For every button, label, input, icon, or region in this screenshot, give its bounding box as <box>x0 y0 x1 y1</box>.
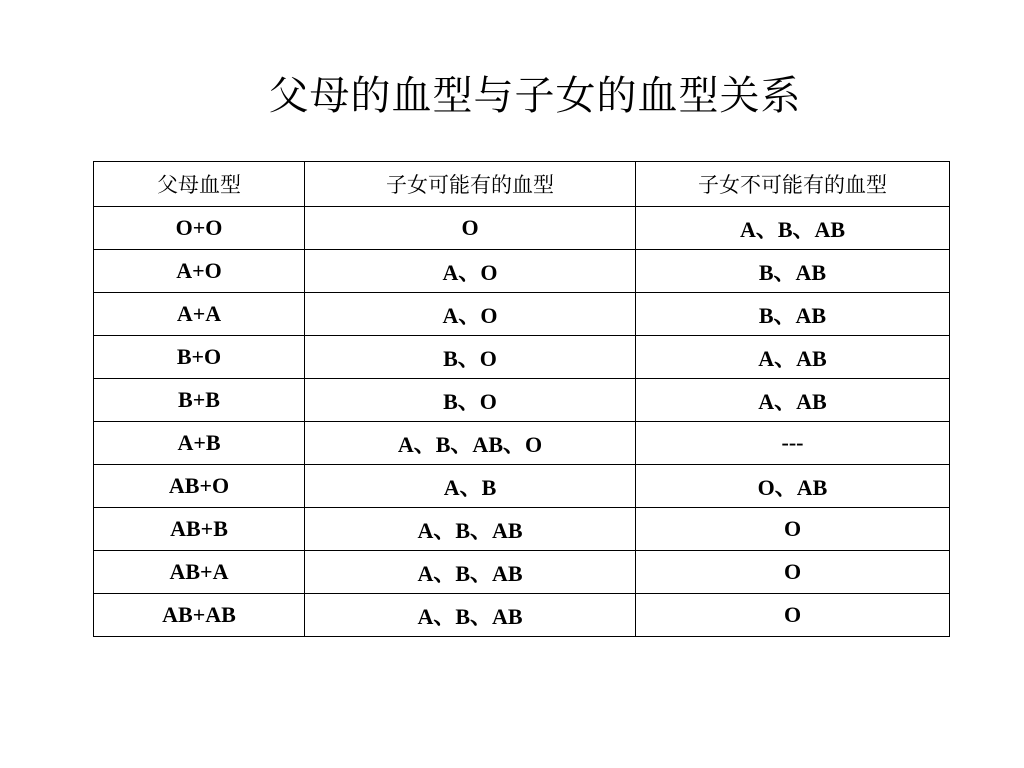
table-row <box>94 379 950 422</box>
cell-possible: A、B <box>305 465 636 508</box>
column-header-impossible: 子女不可能有的血型 <box>636 162 950 207</box>
cell-impossible: O、AB <box>636 465 950 508</box>
cell-parents: AB+B <box>94 508 305 551</box>
cell-possible: A、B、AB <box>305 508 636 551</box>
cell-impossible: B、AB <box>636 293 950 336</box>
column-header-parents: 父母血型 <box>94 162 305 207</box>
cell-parents: AB+O <box>94 465 305 508</box>
cell-parents: AB+A <box>94 551 305 594</box>
cell-impossible: O <box>636 594 950 637</box>
cell-parents: A+B <box>94 422 305 465</box>
cell-possible: B、O <box>305 379 636 422</box>
cell-possible: B、O <box>305 336 636 379</box>
cell-parents: A+O <box>94 250 305 293</box>
table-row <box>94 250 950 293</box>
table-row <box>94 336 950 379</box>
cell-possible: A、B、AB <box>305 551 636 594</box>
cell-impossible: A、B、AB <box>636 207 950 250</box>
table-row <box>94 207 950 250</box>
cell-parents: A+A <box>94 293 305 336</box>
cell-impossible: B、AB <box>636 250 950 293</box>
cell-possible: O <box>305 207 636 250</box>
cell-possible: A、O <box>305 293 636 336</box>
cell-possible: A、B、AB、O <box>305 422 636 465</box>
table-row <box>94 594 950 637</box>
column-header-possible: 子女可能有的血型 <box>305 162 636 207</box>
table-row <box>94 422 950 465</box>
cell-parents: B+O <box>94 336 305 379</box>
blood-type-table <box>93 161 950 637</box>
cell-impossible: A、AB <box>636 379 950 422</box>
cell-impossible: O <box>636 551 950 594</box>
table-row <box>94 465 950 508</box>
cell-parents: B+B <box>94 379 305 422</box>
cell-parents: AB+AB <box>94 594 305 637</box>
cell-impossible: O <box>636 508 950 551</box>
table-row <box>94 551 950 594</box>
cell-possible: A、O <box>305 250 636 293</box>
table-header-row <box>94 162 950 207</box>
cell-possible: A、B、AB <box>305 594 636 637</box>
table-row <box>94 293 950 336</box>
table-row <box>94 508 950 551</box>
cell-impossible: --- <box>636 422 950 465</box>
cell-parents: O+O <box>94 207 305 250</box>
cell-impossible: A、AB <box>636 336 950 379</box>
page-title: 父母的血型与子女的血型关系 <box>268 73 802 119</box>
